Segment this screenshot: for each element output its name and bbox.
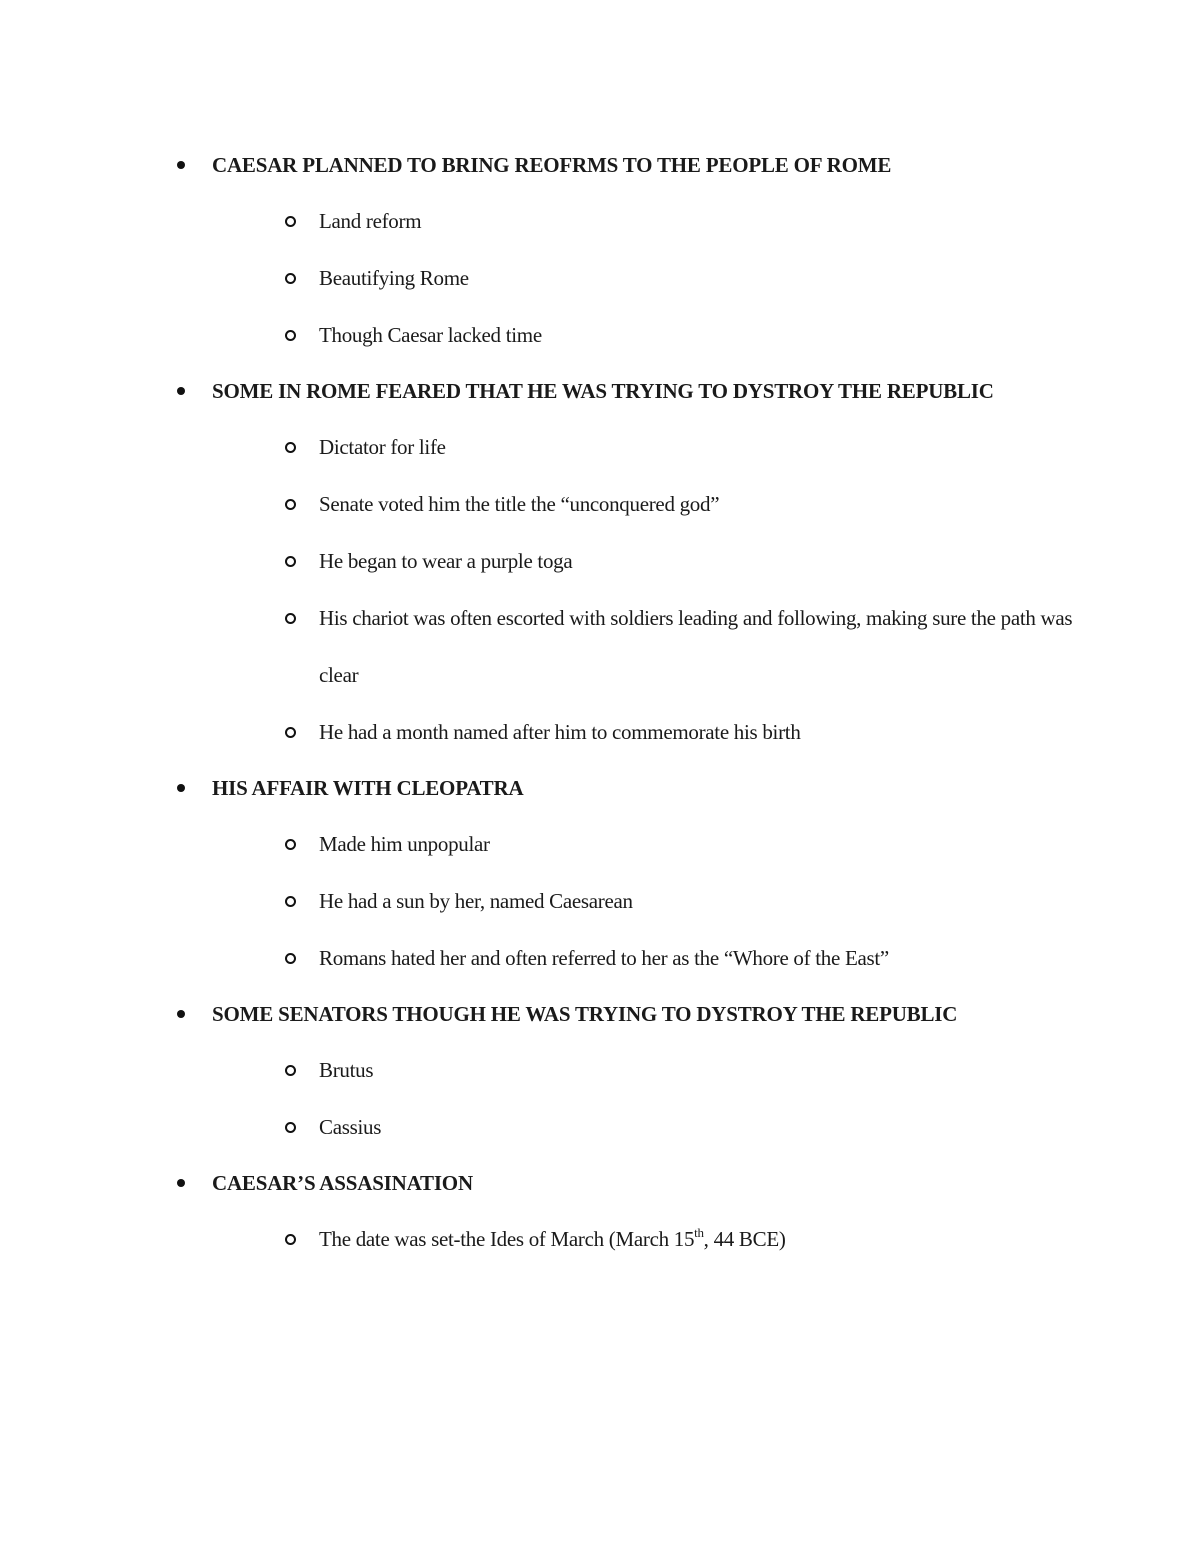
hollow-bullet-icon <box>285 330 296 341</box>
topic-heading: SOME IN ROME FEARED THAT HE WAS TRYING TO DYSTROY THE REPUBLIC <box>212 379 994 403</box>
hollow-bullet-icon <box>285 556 296 567</box>
hollow-bullet-icon <box>285 216 296 227</box>
list-item: Beautifying Rome <box>282 250 1075 307</box>
topic-senators <box>175 987 1075 1156</box>
list-item: Brutus <box>282 1042 1075 1099</box>
topic-heading: CAESAR PLANNED TO BRING REOFRMS TO THE PEOPLE OF ROME <box>212 153 892 177</box>
list-item: He began to wear a purple toga <box>282 533 1075 590</box>
list-item: He had a sun by her, named Caesarean <box>282 873 1075 930</box>
hollow-bullet-icon <box>285 953 296 964</box>
subtopic-list <box>212 419 1075 761</box>
hollow-bullet-icon <box>285 273 296 284</box>
topic-heading: CAESAR’S ASSASINATION <box>212 1171 473 1195</box>
list-item: Though Caesar lacked time <box>282 307 1075 364</box>
list-item: Dictator for life <box>282 419 1075 476</box>
list-item: Cassius <box>282 1099 1075 1156</box>
filled-bullet-icon <box>177 784 185 792</box>
topic-cleopatra <box>175 761 1075 987</box>
topic-heading: SOME SENATORS THOUGH HE WAS TRYING TO DYSTROY THE REPUBLIC <box>212 1002 958 1026</box>
list-item: He had a month named after him to commemorate his birth <box>282 704 1075 761</box>
list-item: Senate voted him the title the “unconquered god” <box>282 476 1075 533</box>
hollow-bullet-icon <box>285 896 296 907</box>
ordinal-superscript: th <box>694 1225 704 1240</box>
list-item: His chariot was often escorted with soldiers leading and following, making sure the path was clear <box>282 590 1075 704</box>
list-item: Romans hated her and often referred to her as the “Whore of the East” <box>282 930 1075 987</box>
hollow-bullet-icon <box>285 613 296 624</box>
topic-republic-fears <box>175 364 1075 761</box>
subtopic-list <box>212 816 1075 987</box>
subtopic-list <box>212 193 1075 364</box>
filled-bullet-icon <box>177 387 185 395</box>
filled-bullet-icon <box>177 1010 185 1018</box>
topic-reforms <box>175 138 1075 364</box>
hollow-bullet-icon <box>285 1234 296 1245</box>
hollow-bullet-icon <box>285 499 296 510</box>
topic-heading: HIS AFFAIR WITH CLEOPATRA <box>212 776 524 800</box>
topic-assassination <box>175 1156 1075 1268</box>
hollow-bullet-icon <box>285 727 296 738</box>
subtopic-list <box>212 1042 1075 1156</box>
hollow-bullet-icon <box>285 442 296 453</box>
filled-bullet-icon <box>177 161 185 169</box>
list-item: Made him unpopular <box>282 816 1075 873</box>
hollow-bullet-icon <box>285 839 296 850</box>
notes-outline <box>175 138 1075 1268</box>
hollow-bullet-icon <box>285 1122 296 1133</box>
filled-bullet-icon <box>177 1179 185 1187</box>
hollow-bullet-icon <box>285 1065 296 1076</box>
list-item: Land reform <box>282 193 1075 250</box>
list-item: The date was set-the Ides of March (March 15th, 44 BCE) <box>282 1211 1075 1268</box>
subtopic-list <box>212 1211 1075 1268</box>
